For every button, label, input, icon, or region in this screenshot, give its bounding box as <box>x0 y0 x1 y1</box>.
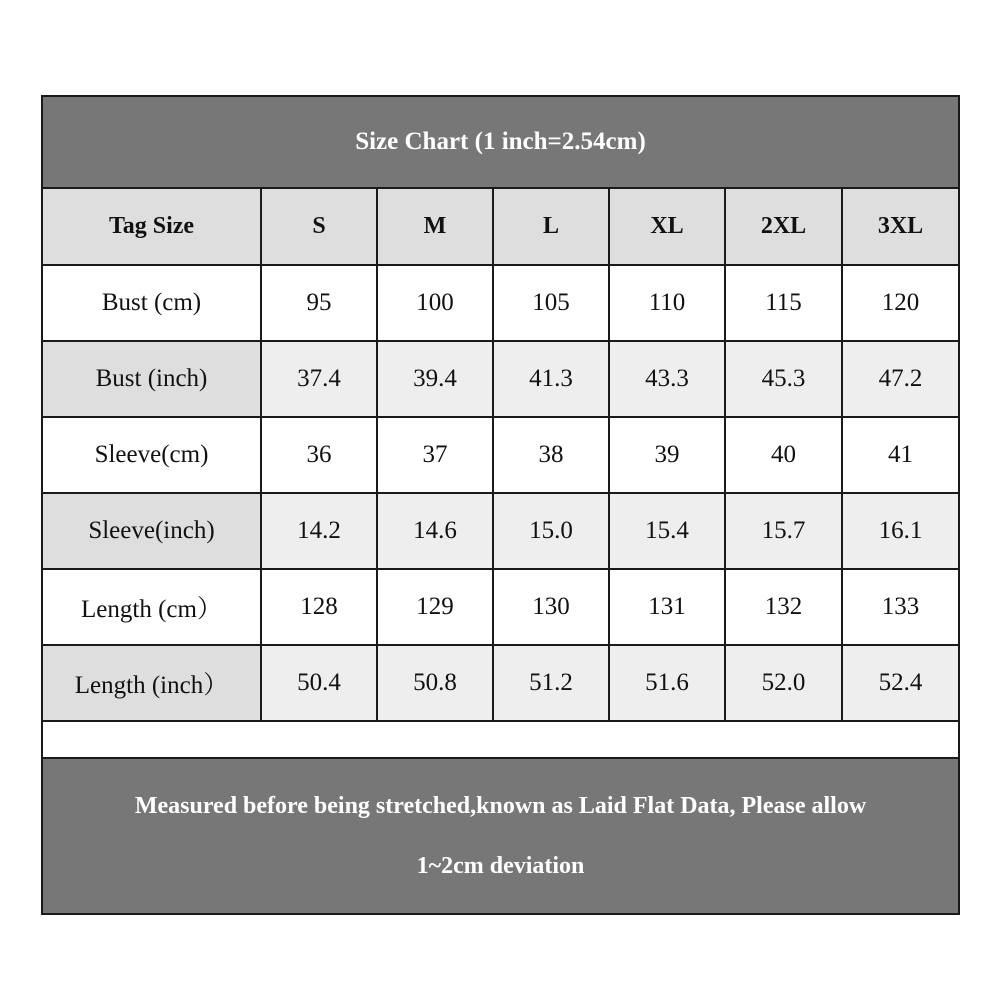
table-cell: 133 <box>842 569 958 645</box>
table-cell: 115 <box>725 265 842 341</box>
table-cell: 14.6 <box>377 493 493 569</box>
row-label: Bust (inch) <box>43 341 261 417</box>
table-cell: 50.8 <box>377 645 493 721</box>
table-cell: 100 <box>377 265 493 341</box>
row-label: Sleeve(cm) <box>43 417 261 493</box>
table-row <box>43 417 958 493</box>
measurement-note-line-1: Measured before being stretched,known as Laid Flat Data, Please allow <box>134 793 867 819</box>
table-cell: 15.4 <box>609 493 725 569</box>
table-cell: 37.4 <box>261 341 377 417</box>
table-cell: 52.0 <box>725 645 842 721</box>
size-header-2xl: 2XL <box>725 189 842 265</box>
size-header-l: L <box>493 189 609 265</box>
size-header-m: M <box>377 189 493 265</box>
table-row <box>43 645 958 721</box>
table-cell: 15.0 <box>493 493 609 569</box>
row-label: Bust (cm) <box>43 265 261 341</box>
row-label: Length (inch） <box>43 645 261 721</box>
size-chart <box>41 95 960 915</box>
table-cell: 130 <box>493 569 609 645</box>
table-row <box>43 493 958 569</box>
table-cell: 50.4 <box>261 645 377 721</box>
table-row <box>43 569 958 645</box>
table-cell: 110 <box>609 265 725 341</box>
table-cell: 39 <box>609 417 725 493</box>
table-cell: 45.3 <box>725 341 842 417</box>
table-row <box>43 265 958 341</box>
measurement-note-line-2: 1~2cm deviation <box>416 853 585 879</box>
table-cell: 41.3 <box>493 341 609 417</box>
table-cell: 41 <box>842 417 958 493</box>
table-row <box>43 341 958 417</box>
table-cell: 132 <box>725 569 842 645</box>
table-cell: 51.2 <box>493 645 609 721</box>
table-cell: 51.6 <box>609 645 725 721</box>
table-cell: 14.2 <box>261 493 377 569</box>
size-chart-title: Size Chart (1 inch=2.54cm) <box>43 97 958 189</box>
table-cell: 37 <box>377 417 493 493</box>
header-row <box>43 189 958 265</box>
table-cell: 128 <box>261 569 377 645</box>
table-cell: 47.2 <box>842 341 958 417</box>
size-header-3xl: 3XL <box>842 189 958 265</box>
table-cell: 52.4 <box>842 645 958 721</box>
table-cell: 16.1 <box>842 493 958 569</box>
table-cell: 39.4 <box>377 341 493 417</box>
table-cell: 38 <box>493 417 609 493</box>
table-cell: 105 <box>493 265 609 341</box>
table-cell: 43.3 <box>609 341 725 417</box>
table-cell: 129 <box>377 569 493 645</box>
table-cell: 120 <box>842 265 958 341</box>
tag-size-header: Tag Size <box>43 189 261 265</box>
table-cell: 131 <box>609 569 725 645</box>
row-label: Sleeve(inch) <box>43 493 261 569</box>
table-cell: 36 <box>261 417 377 493</box>
measurement-note <box>43 757 958 913</box>
size-header-xl: XL <box>609 189 725 265</box>
row-label: Length (cm） <box>43 569 261 645</box>
size-header-s: S <box>261 189 377 265</box>
table-cell: 40 <box>725 417 842 493</box>
size-table <box>43 189 958 722</box>
table-cell: 95 <box>261 265 377 341</box>
table-cell: 15.7 <box>725 493 842 569</box>
